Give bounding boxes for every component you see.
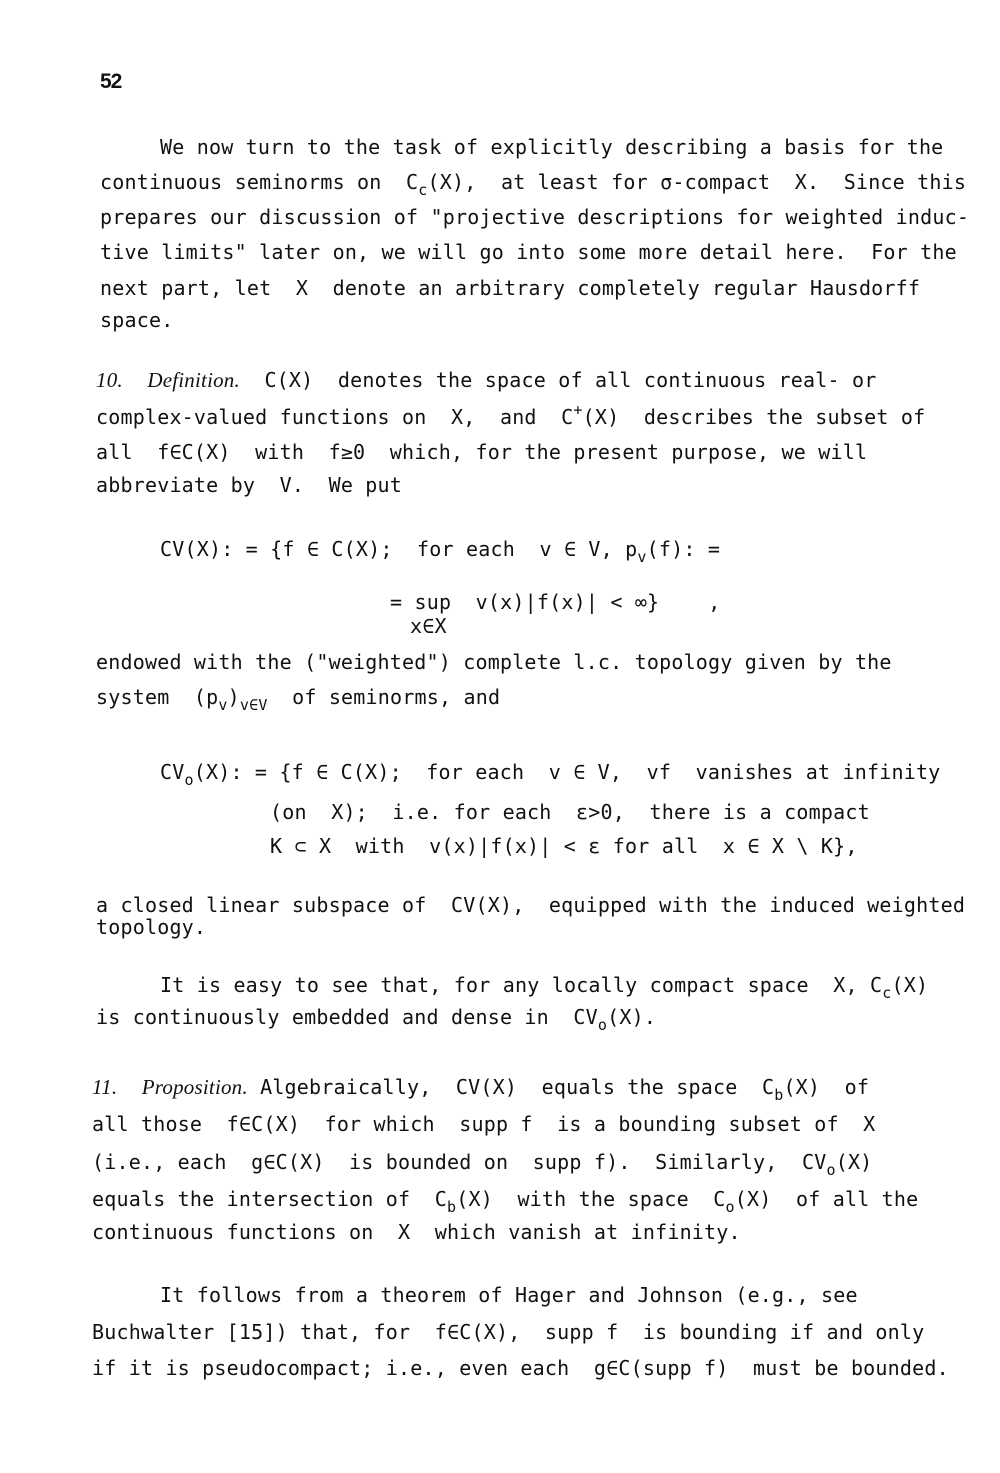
cv0-formula-line-3: K ⊂ X with v(x)|f(x)| < ε for all x ∈ X \ K}, bbox=[270, 834, 858, 858]
intro-line-5: next part, let X denote an arbitrary completely regular Hausdorff bbox=[100, 276, 921, 300]
proposition-line-4: equals the intersection of $C_b(X)$ with the space $C_o(X)$ of all the bbox=[92, 1187, 919, 1216]
definition-label: Definition. bbox=[147, 368, 240, 392]
intro-line-2: continuous seminorms on $C_c(X)$, at least for σ-compact X. Since this bbox=[100, 170, 967, 199]
definition-line-3: all f∈C(X) with f≥0 which, for the present purpose, we will bbox=[96, 440, 868, 464]
proposition-number: 11. bbox=[92, 1075, 118, 1099]
intro-line-6: space. bbox=[100, 308, 174, 332]
proposition-line-2: all those f∈C(X) for which supp f is a bounding subset of X bbox=[92, 1112, 876, 1136]
follows-line-3: if it is pseudocompact; i.e., even each g∈C(supp f) must be bounded. bbox=[92, 1356, 949, 1380]
intro-line-3: prepares our discussion of "projective descriptions for weighted induc- bbox=[100, 205, 970, 229]
definition-number: 10. bbox=[96, 368, 123, 392]
intro-line-1: We now turn to the task of explicitly describing a basis for the bbox=[160, 135, 944, 159]
cv-formula-line-1: CV(X): = {f ∈ C(X); for each v ∈ V, $p_v(f)$: = bbox=[160, 537, 721, 566]
closed-line-1: a closed linear subspace of CV(X), equipped with the induced weighted bbox=[96, 893, 966, 917]
proposition-line-3: (i.e., each g∈C(X) is bounded on supp f). Similarly, $CV_o(X)$ bbox=[92, 1150, 873, 1179]
endowed-line-2: system $(p_v)_{v\in V}$ of seminorms, and bbox=[96, 685, 501, 714]
proposition-line-5: continuous functions on X which vanish at infinity. bbox=[92, 1220, 741, 1244]
cv0-formula-line-1: $CV_o(X)$: = {f ∈ C(X); for each v ∈ V, vf vanishes at infinity bbox=[160, 760, 941, 789]
cv-formula-line-2: = sup v(x)|f(x)| < ∞} , bbox=[390, 590, 721, 614]
endowed-line-1: endowed with the ("weighted") complete l.c. topology given by the bbox=[96, 650, 892, 674]
follows-line-2: Buchwalter [15]) that, for f∈C(X), supp f is bounding if and only bbox=[92, 1320, 925, 1344]
definition-line-2: complex-valued functions on X, and C+(X) describes the subset of bbox=[96, 401, 926, 429]
easy-line-1: It is easy to see that, for any locally compact space X, $C_c(X)$ bbox=[160, 973, 929, 1002]
definition-line-4: abbreviate by V. We put bbox=[96, 473, 403, 497]
cv0-formula-line-2: (on X); i.e. for each ε>0, there is a compact bbox=[270, 800, 870, 824]
proposition-line-1: 11. Proposition. Algebraically, CV(X) equals the space $C_b(X)$ of bbox=[92, 1075, 870, 1104]
cv-formula-sup-subscript: x∈X bbox=[410, 614, 447, 638]
proposition-label: Proposition. bbox=[141, 1075, 248, 1099]
definition-line-1: 10. Definition. C(X) denotes the space of all continuous real- or bbox=[96, 368, 877, 392]
page-number: 52 bbox=[100, 70, 122, 93]
intro-line-4: tive limits" later on, we will go into some more detail here. For the bbox=[100, 240, 957, 264]
easy-line-2: is continuously embedded and dense in $CV_o(X)$. bbox=[96, 1005, 657, 1034]
follows-line-1: It follows from a theorem of Hager and Johnson (e.g., see bbox=[160, 1283, 858, 1307]
closed-line-2: topology. bbox=[96, 915, 207, 939]
